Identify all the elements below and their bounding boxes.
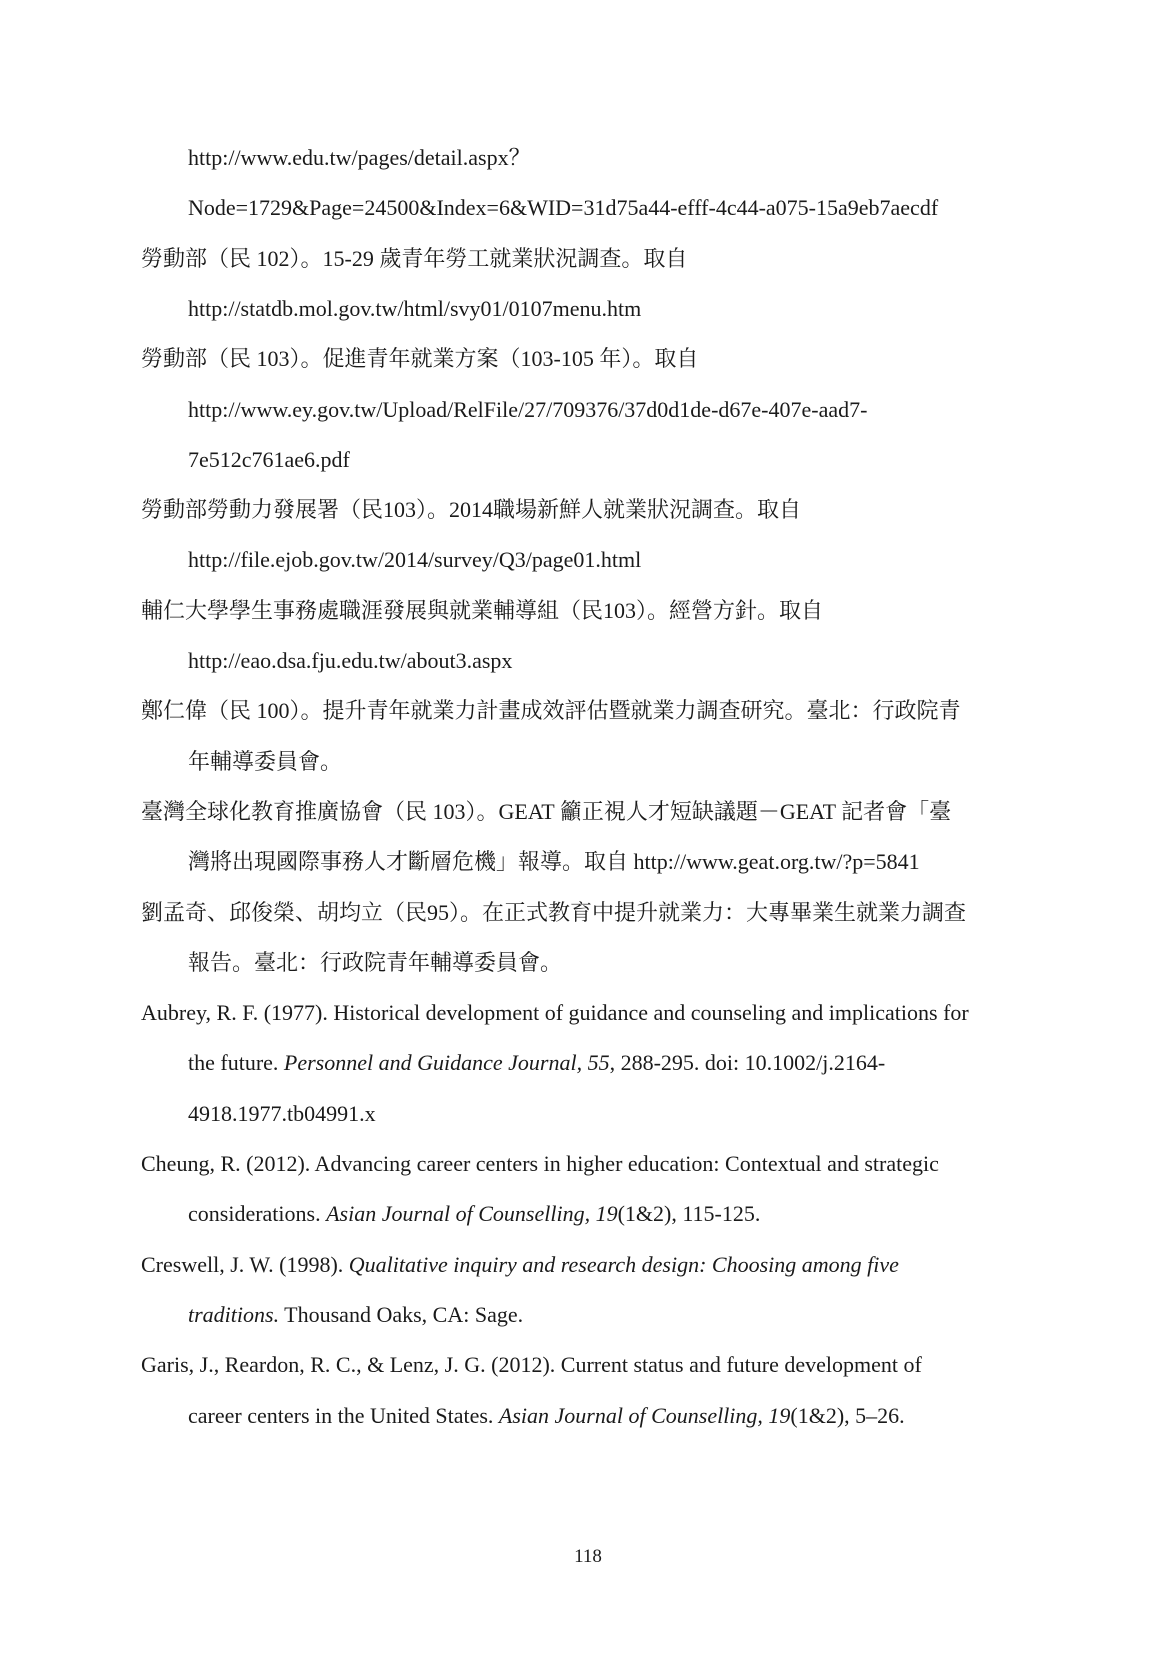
reference-text: , 288-295. doi: 10.1002/j.2164-: [609, 1050, 886, 1076]
reference-text: Thousand Oaks, CA: Sage.: [279, 1301, 524, 1327]
reference-text: 灣將出現國際事務人才斷層危機」報導。取自 http://www.geat.org.tw/?p=5841: [188, 849, 920, 875]
reference-line: [141, 798, 951, 826]
reference-text: http://www.edu.tw/pages/detail.aspx？: [188, 145, 531, 170]
reference-line: [188, 647, 512, 675]
reference-line: [188, 949, 562, 977]
reference-text: career centers in the United States.: [188, 1402, 499, 1428]
reference-line: [141, 1150, 939, 1178]
reference-text: 鄭仁偉（民 100）。提升青年就業力計畫成效評估暨就業力調查研究。臺北：行政院青: [141, 698, 961, 724]
reference-text: 7e512c761ae6.pdf: [188, 446, 350, 472]
reference-line: [141, 697, 961, 725]
reference-line: [188, 1402, 905, 1430]
reference-text: 輔仁大學學生事務處職涯發展與就業輔導組（民103）。經營方針。取自: [141, 597, 824, 623]
reference-line: [141, 899, 966, 927]
reference-line: [188, 446, 350, 474]
reference-line: [188, 1301, 523, 1329]
reference-line: [188, 295, 641, 323]
reference-text: http://www.ey.gov.tw/Upload/RelFile/27/709376/37d0d1de-d67e-407e-aad7-: [188, 396, 868, 422]
reference-italic-title: Asian Journal of Counselling, 19: [498, 1402, 791, 1428]
reference-text: 報告。臺北：行政院青年輔導委員會。: [188, 949, 563, 975]
reference-line: [188, 848, 920, 876]
reference-line: [141, 1251, 899, 1279]
reference-line: [141, 245, 687, 273]
reference-line: [141, 1351, 922, 1379]
reference-text: Garis, J., Reardon, R. C., & Lenz, J. G. (2012). Current status and future development of: [141, 1352, 922, 1378]
reference-text: the future.: [188, 1050, 284, 1076]
reference-text: Cheung, R. (2012). Advancing career centers in higher education: Contextual and strategic: [141, 1151, 939, 1176]
reference-italic-title: Qualitative inquiry and research design: Choosing among five: [348, 1251, 899, 1277]
reference-text: 劉孟奇、邱俊榮、胡均立（民95）。在正式教育中提升就業力：大專畢業生就業力調查: [141, 899, 967, 925]
reference-text: Creswell, J. W. (1998).: [141, 1251, 349, 1277]
reference-line: [188, 194, 938, 222]
reference-text: http://statdb.mol.gov.tw/html/svy01/0107menu.htm: [188, 295, 642, 321]
reference-line: [141, 345, 698, 373]
reference-line: [188, 144, 531, 172]
reference-italic-title: Personnel and Guidance Journal, 55: [283, 1050, 610, 1076]
reference-text: 勞動部（民 103）。促進青年就業方案（103-105 年）。取自: [141, 346, 699, 372]
reference-text: considerations.: [188, 1201, 327, 1227]
reference-text: http://eao.dsa.fju.edu.tw/about3.aspx: [188, 648, 513, 673]
reference-text: (1&2), 5–26.: [790, 1402, 905, 1428]
reference-line: [188, 396, 867, 424]
reference-line: [141, 597, 823, 625]
reference-text: (1&2), 115-125.: [617, 1201, 761, 1227]
reference-line: [141, 496, 801, 524]
reference-text: 臺灣全球化教育推廣協會（民 103）。GEAT 籲正視人才短缺議題－GEAT 記者會「臺: [141, 798, 952, 824]
reference-text: 4918.1977.tb04991.x: [188, 1100, 376, 1126]
reference-text: 勞動部勞動力發展署（民103）。2014職場新鮮人就業狀況調查。取自: [141, 497, 802, 523]
reference-line: [188, 748, 342, 776]
reference-line: [188, 546, 641, 574]
reference-italic-title: traditions.: [188, 1301, 280, 1327]
reference-line: [188, 1200, 760, 1228]
reference-text: Aubrey, R. F. (1977). Historical development of guidance and counseling and implications for: [141, 1000, 969, 1026]
reference-text: 年輔導委員會。: [188, 748, 343, 774]
reference-text: 勞動部（民 102）。15-29 歲青年勞工就業狀況調查。取自: [141, 245, 688, 271]
page-number: 118: [574, 1546, 602, 1567]
reference-text: Node=1729&Page=24500&Index=6&WID=31d75a44-efff-4c44-a075-15a9eb7aecdf: [188, 195, 939, 221]
reference-text: http://file.ejob.gov.tw/2014/survey/Q3/page01.html: [188, 547, 642, 573]
reference-line: [188, 1049, 885, 1077]
reference-line: [141, 999, 969, 1027]
reference-line: [188, 1100, 376, 1128]
reference-italic-title: Asian Journal of Counselling, 19: [326, 1201, 618, 1227]
